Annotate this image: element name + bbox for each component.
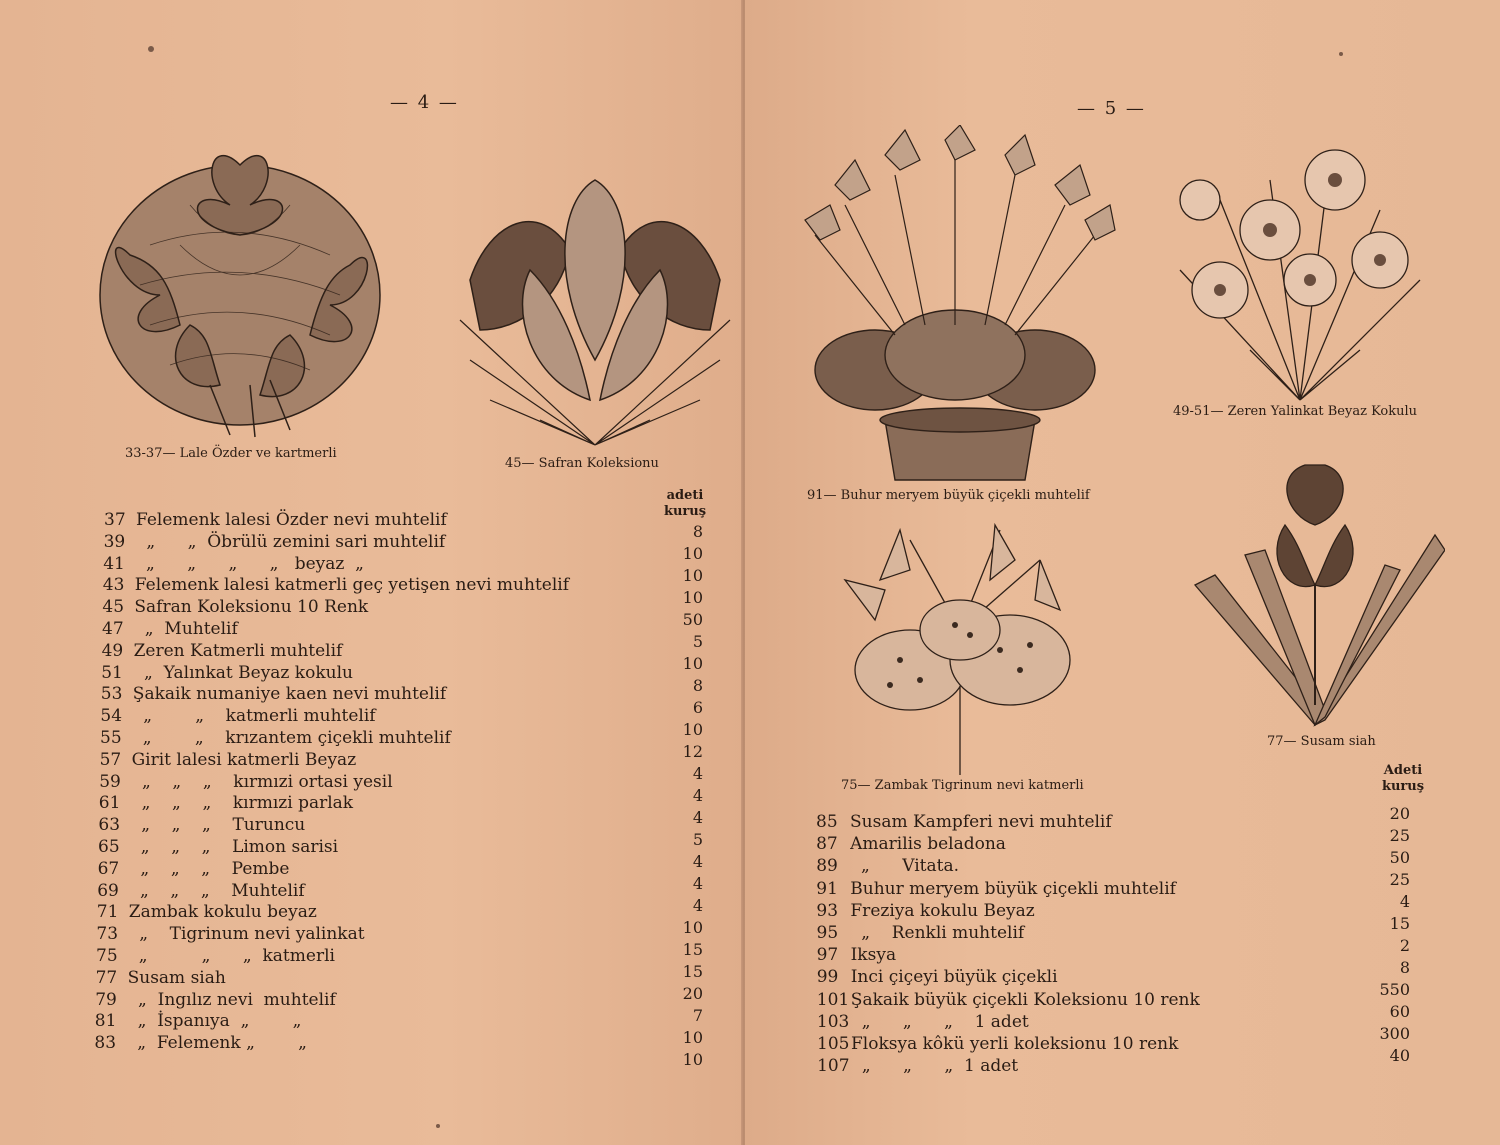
item-description: Şakaik büyük çiçekli Koleksionu 10 renk <box>850 989 1200 1010</box>
item-price: 6 <box>692 698 703 717</box>
item-price: 10 <box>682 566 703 585</box>
item-description: „ Ingılız nevi muhtelif <box>127 989 336 1010</box>
right-page <box>745 0 1500 1145</box>
item-number: 54 <box>100 706 123 727</box>
item-description: „ „ „ Pembe <box>129 858 290 879</box>
item-price: 15 <box>682 962 703 981</box>
item-price: 10 <box>682 720 703 739</box>
item-description: „ „ „ kırmızi parlak <box>130 793 354 814</box>
item-price: 4 <box>692 852 703 871</box>
item-price: 2 <box>1399 936 1410 955</box>
list-item <box>100 728 451 748</box>
item-number: 73 <box>96 924 119 945</box>
item-number: 71 <box>96 902 119 923</box>
item-description: „ „ „ 1 adet <box>850 1011 1029 1032</box>
item-description: Susam siah <box>127 967 226 988</box>
list-item <box>96 946 335 966</box>
header-unit: kuruş <box>663 504 707 519</box>
header-label: Adeti <box>1383 763 1423 778</box>
item-price: 20 <box>682 984 703 1003</box>
item-number: 39 <box>103 531 126 552</box>
header-unit: kuruş <box>1381 779 1425 794</box>
price-column-header <box>1373 763 1433 795</box>
crocus-icon <box>450 160 740 450</box>
tiger-lily-icon <box>830 520 1100 775</box>
list-item <box>98 859 290 879</box>
item-number: 103 <box>816 1011 850 1032</box>
item-description: Inci çiçeyi büyük çiçekli <box>850 967 1058 988</box>
item-description: „ „ katmerli muhtelif <box>132 706 376 727</box>
item-description: „ „ krızantem çiçekli muhtelif <box>132 728 451 748</box>
item-number: 57 <box>99 749 122 770</box>
item-price: 4 <box>692 808 703 827</box>
item-number: 45 <box>102 597 125 618</box>
item-price: 7 <box>692 1006 703 1025</box>
item-description: Felemenk lalesi katmerli geç yetişen nevi muhtelif <box>134 575 570 596</box>
list-item <box>100 706 375 726</box>
item-price: 4 <box>692 874 703 893</box>
item-number: 87 <box>816 834 838 855</box>
item-description: „ „ „ kırmızi ortasi yesil <box>131 771 393 792</box>
list-item <box>817 923 1025 943</box>
list-item <box>817 990 1200 1010</box>
item-price: 5 <box>692 830 703 849</box>
list-item <box>101 663 353 683</box>
item-description: „ „ „ Turuncu <box>130 815 306 836</box>
illustration-caption: 49-51— Zeren Yalinkat Beyaz Kokulu <box>1173 404 1418 419</box>
item-price: 550 <box>1379 980 1410 999</box>
item-price: 10 <box>682 588 703 607</box>
price-column-header <box>660 488 710 520</box>
item-number: 47 <box>102 619 124 639</box>
illustration-caption: 75— Zambak Tigrinum nevi katmerli <box>841 778 1084 793</box>
item-number: 95 <box>816 923 839 943</box>
item-number: 77 <box>95 967 118 988</box>
item-number: 81 <box>94 1011 117 1032</box>
list-item <box>103 554 364 574</box>
item-number: 79 <box>95 989 117 1010</box>
list-item <box>816 856 959 876</box>
list-item <box>816 901 1034 921</box>
item-description: „ Tigrinum nevi yalinkat <box>128 924 365 945</box>
item-number: 65 <box>98 837 120 857</box>
list-item <box>817 945 896 965</box>
item-number: 37 <box>104 510 126 530</box>
item-number: 55 <box>100 728 122 748</box>
list-item <box>816 812 1112 832</box>
item-description: „ Muhtelif <box>134 619 238 639</box>
item-price: 8 <box>1399 958 1410 977</box>
item-number: 89 <box>816 856 838 877</box>
item-price: 50 <box>1389 848 1410 867</box>
item-description: Freziya kokulu Beyaz <box>850 900 1035 921</box>
list-item <box>98 837 338 857</box>
illustration-caption: 77— Susam siah <box>1267 734 1376 749</box>
item-number: 99 <box>816 967 839 988</box>
page-number: — 4 — <box>390 92 459 113</box>
item-description: Şakaik numaniye kaen nevi muhtelif <box>132 684 447 705</box>
list-item <box>102 597 368 617</box>
page-number: — 5 — <box>1077 98 1146 119</box>
list-item <box>104 510 447 530</box>
iris-icon <box>1185 455 1445 730</box>
list-item <box>99 793 353 813</box>
paper-speck <box>1339 52 1343 56</box>
list-item <box>99 772 392 792</box>
item-description: Susam Kampferi nevi muhtelif <box>850 812 1112 832</box>
illustration-caption: 33-37— Lale Özder ve kartmerli <box>125 446 337 461</box>
item-number: 49 <box>101 640 124 661</box>
item-number: 53 <box>100 684 123 705</box>
list-item <box>817 1056 1018 1076</box>
item-price: 25 <box>1389 826 1410 845</box>
item-price: 4 <box>692 896 703 915</box>
illustration-caption: 91— Buhur meryem büyük çiçekli muhtelif <box>807 488 1090 503</box>
list-item <box>102 619 238 639</box>
list-item <box>816 879 1176 899</box>
item-price: 50 <box>682 610 703 629</box>
item-number: 41 <box>103 553 125 574</box>
item-price: 10 <box>682 654 703 673</box>
illustration-caption: 45— Safran Koleksionu <box>505 456 659 471</box>
list-item <box>100 750 357 770</box>
list-item <box>817 1034 1178 1054</box>
paper-speck <box>148 46 154 52</box>
item-price: 300 <box>1379 1024 1410 1043</box>
list-item <box>97 902 317 922</box>
item-description: „ „ „ katmerli <box>128 946 335 966</box>
item-description: Girit lalesi katmerli Beyaz <box>131 749 357 770</box>
item-number: 97 <box>816 945 839 966</box>
item-description: Amarilis beladona <box>850 834 1006 855</box>
item-price: 10 <box>682 1028 703 1047</box>
item-description: „ „ „ Limon sarisi <box>130 837 339 857</box>
tulip-bouquet-icon <box>90 125 390 440</box>
item-description: „ Renkli muhtelif <box>850 923 1025 943</box>
item-description: Zambak kokulu beyaz <box>128 902 317 923</box>
item-number: 69 <box>97 880 119 901</box>
list-item <box>96 924 364 944</box>
item-price: 10 <box>682 1050 703 1069</box>
item-description: „ Yalınkat Beyaz kokulu <box>133 662 353 683</box>
left-page <box>0 0 745 1145</box>
list-item <box>101 684 446 704</box>
list-item <box>104 532 446 552</box>
item-number: 83 <box>94 1033 117 1054</box>
item-price: 4 <box>692 786 703 805</box>
item-price: 10 <box>682 918 703 937</box>
list-item <box>95 1011 302 1031</box>
item-price: 4 <box>1399 892 1410 911</box>
item-price: 8 <box>692 676 703 695</box>
item-number: 67 <box>97 858 120 879</box>
item-price: 15 <box>1389 914 1410 933</box>
item-number: 91 <box>816 878 838 899</box>
item-number: 93 <box>816 900 839 921</box>
item-number: 85 <box>816 812 838 832</box>
item-description: Zeren Katmerli muhtelif <box>133 640 343 661</box>
item-price: 12 <box>682 742 703 761</box>
narcissus-icon <box>1160 120 1440 405</box>
item-number: 61 <box>98 793 121 814</box>
item-description: „ „ „ Muhtelif <box>129 880 305 901</box>
item-price: 5 <box>692 632 703 651</box>
item-price: 25 <box>1389 870 1410 889</box>
item-description: Floksya kôkü yerli koleksionu 10 renk <box>851 1034 1179 1054</box>
item-description: Buhur meryem büyük çiçekli muhtelif <box>850 878 1176 899</box>
list-item <box>817 967 1058 987</box>
item-description: „ İspanıya „ „ <box>126 1011 302 1032</box>
header-label: adeti <box>666 488 704 503</box>
item-description: „ „ „ „ beyaz „ <box>135 553 364 574</box>
item-price: 4 <box>692 764 703 783</box>
item-number: 59 <box>99 771 121 792</box>
item-description: „ „ Öbrülü zemini sari muhtelif <box>135 531 446 552</box>
item-description: Felemenk lalesi Özder nevi muhtelif <box>136 510 447 530</box>
list-item <box>96 968 226 988</box>
item-price: 8 <box>692 522 703 541</box>
list-item <box>816 834 1006 854</box>
item-description: „ Felemenk „ „ <box>126 1033 307 1054</box>
item-number: 75 <box>96 946 118 966</box>
item-description: „ Vitata. <box>850 856 959 877</box>
item-price: 60 <box>1389 1002 1410 1021</box>
list-item <box>95 990 336 1010</box>
item-price: 10 <box>682 544 703 563</box>
item-number: 101 <box>816 989 850 1010</box>
item-price: 20 <box>1389 804 1410 823</box>
item-number: 43 <box>102 575 125 596</box>
item-description: Safran Koleksionu 10 Renk <box>134 597 369 618</box>
item-price: 40 <box>1389 1046 1410 1065</box>
item-description: „ „ „ 1 adet <box>851 1056 1019 1077</box>
list-item <box>103 575 569 595</box>
item-number: 63 <box>98 815 121 836</box>
item-number: 51 <box>101 662 123 683</box>
cyclamen-pot-icon <box>785 125 1125 485</box>
list-item <box>817 1012 1029 1032</box>
item-price: 15 <box>682 940 703 959</box>
list-item <box>94 1033 307 1053</box>
list-item <box>98 815 305 835</box>
paper-speck <box>436 1124 440 1128</box>
list-item <box>97 881 304 901</box>
list-item <box>102 641 343 661</box>
item-number: 105 <box>817 1034 850 1054</box>
item-number: 107 <box>817 1056 850 1077</box>
item-description: Iksya <box>850 945 897 966</box>
